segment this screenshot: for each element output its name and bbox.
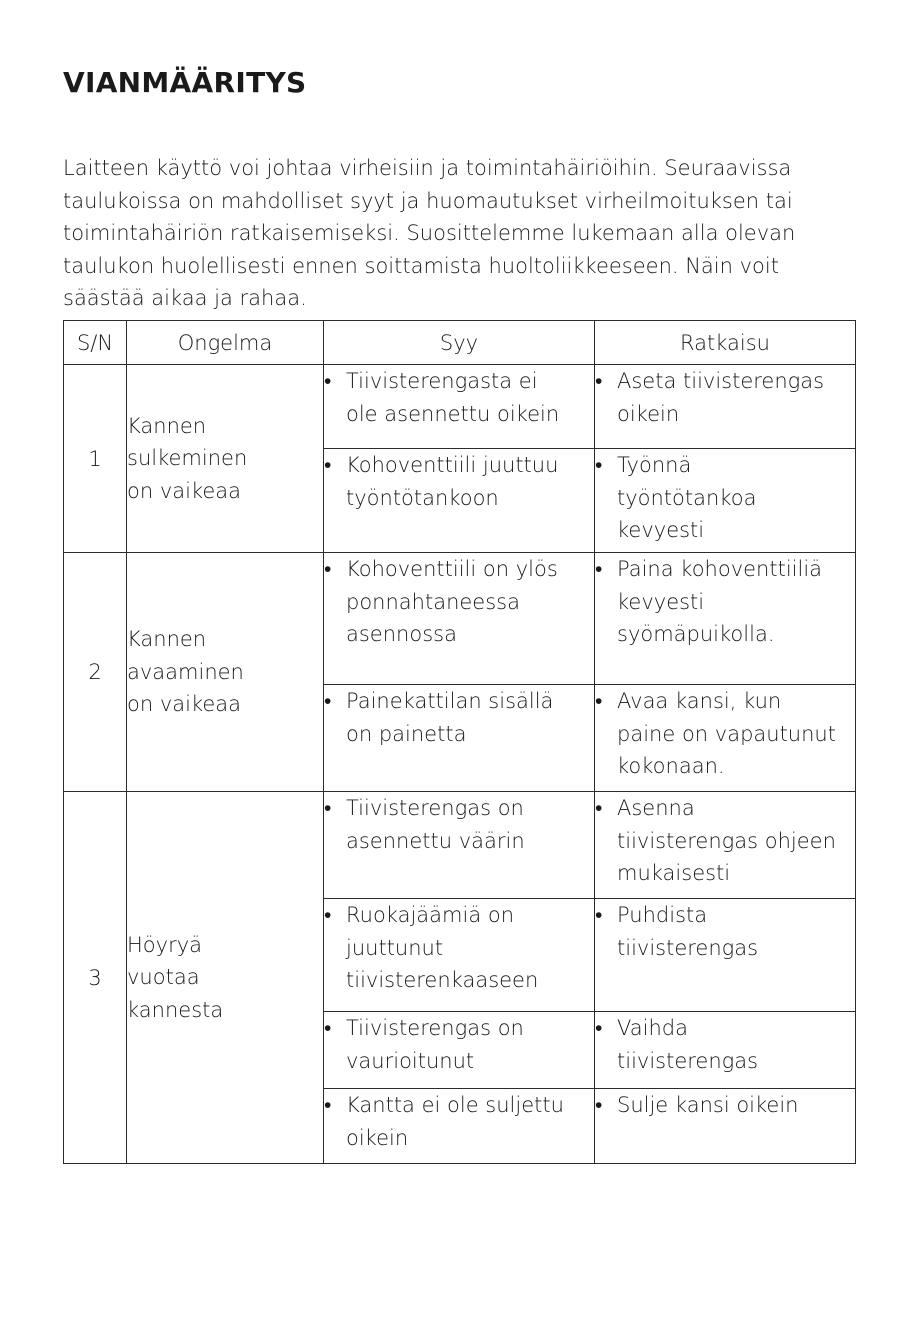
- cause-cell: • Tiivisterengas on asennettu väärin: [324, 792, 595, 899]
- intro-line: taulukon huolellisesti ennen soittamista huoltoliikkeeseen. Näin voit: [63, 253, 779, 278]
- cause-cell: • Tiivisterengas on vaurioitunut: [324, 1012, 595, 1089]
- header-sn: S/N: [64, 321, 127, 365]
- cause-cell: • Ruokajäämiä on juuttunut tiivisterenkaaseen: [324, 899, 595, 1012]
- bullet-icon: •: [324, 903, 332, 927]
- bullet-icon: •: [324, 453, 332, 477]
- header-cause: Syy: [324, 321, 595, 365]
- bullet-icon: •: [324, 1016, 332, 1040]
- bullet-icon: •: [595, 689, 603, 713]
- solution-cell: • Avaa kansi, kun paine on vapautunut kokonaan.: [595, 685, 856, 792]
- cause-cell: • Kantta ei ole suljettu oikein: [324, 1089, 595, 1164]
- table-row: [64, 365, 856, 449]
- solution-cell: • Puhdista tiivisterengas: [595, 899, 856, 1012]
- intro-line: taulukoissa on mahdolliset syyt ja huomautukset virheilmoituksen tai: [63, 188, 793, 213]
- sn-cell: 1: [64, 365, 127, 553]
- troubleshooting-table: [63, 320, 856, 1164]
- bullet-icon: •: [595, 1093, 603, 1117]
- sn-cell: 2: [64, 553, 127, 792]
- problem-cell: Kannen sulkeminen on vaikeaa: [127, 365, 324, 553]
- bullet-icon: •: [595, 369, 603, 393]
- bullet-icon: •: [324, 689, 332, 713]
- bullet-icon: •: [595, 1016, 603, 1040]
- cause-cell: • Kohoventtiili juuttuu työntötankoon: [324, 449, 595, 553]
- bullet-icon: •: [595, 557, 603, 581]
- header-solution: Ratkaisu: [595, 321, 856, 365]
- bullet-icon: •: [324, 369, 332, 393]
- bullet-icon: •: [324, 557, 332, 581]
- cause-cell: • Tiivisterengasta ei ole asennettu oikein: [324, 365, 595, 449]
- intro-line: Laitteen käyttö voi johtaa virheisiin ja toimintahäiriöihin. Seuraavissa: [63, 156, 792, 180]
- sn-cell: 3: [64, 792, 127, 1164]
- problem-cell: Höyryä vuotaa kannesta: [127, 792, 324, 1164]
- solution-cell: • Vaihda tiivisterengas: [595, 1012, 856, 1089]
- bullet-icon: •: [595, 453, 603, 477]
- cause-cell: • Painekattilan sisällä on painetta: [324, 685, 595, 792]
- table-row: [64, 792, 856, 899]
- header-problem: Ongelma: [127, 321, 324, 365]
- page-title: VIANMÄÄRITYS: [63, 66, 307, 99]
- intro-line: säästää aikaa ja rahaa.: [63, 286, 307, 310]
- solution-cell: • Asenna tiivisterengas ohjeen mukaisesti: [595, 792, 856, 899]
- solution-cell: • Paina kohoventtiiliä kevyesti syömäpuikolla.: [595, 553, 856, 685]
- bullet-icon: •: [595, 903, 603, 927]
- intro-paragraph: [63, 152, 853, 315]
- bullet-icon: •: [595, 796, 603, 820]
- table-row: [64, 553, 856, 685]
- table-header-row: [64, 321, 856, 365]
- cause-cell: • Kohoventtiili on ylös ponnahtaneessa asennossa: [324, 553, 595, 685]
- solution-cell: • Työnnä työntötankoa kevyesti: [595, 449, 856, 553]
- solution-cell: • Aseta tiivisterengas oikein: [595, 365, 856, 449]
- bullet-icon: •: [324, 796, 332, 820]
- problem-cell: Kannen avaaminen on vaikeaa: [127, 553, 324, 792]
- solution-cell: • Sulje kansi oikein: [595, 1089, 856, 1164]
- bullet-icon: •: [324, 1093, 332, 1117]
- intro-line: toimintahäiriön ratkaisemiseksi. Suosittelemme lukemaan alla olevan: [63, 221, 796, 245]
